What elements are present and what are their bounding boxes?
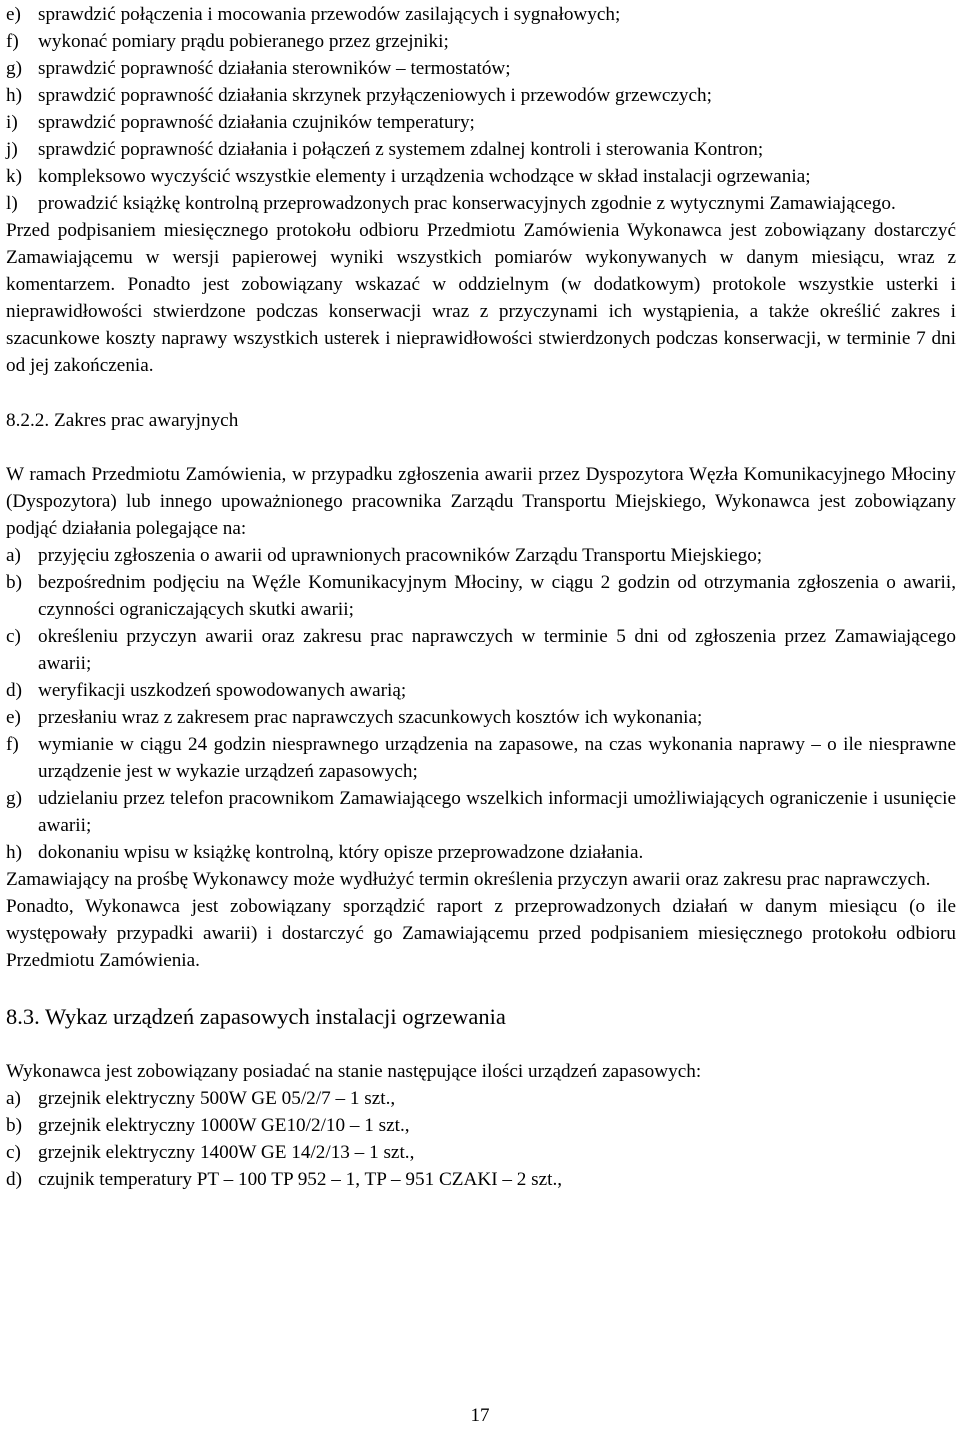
list-item-text: przyjęciu zgłoszenia o awarii od uprawnionych pracowników Zarządu Transportu Miejskiego; — [38, 545, 763, 566]
list-item — [6, 190, 956, 217]
list-item — [6, 82, 956, 109]
list-item-text: sprawdzić poprawność działania i połączeń z systemem zdalnej kontroli i sterowania Kontron; — [38, 139, 764, 160]
list-item-text: przesłaniu wraz z zakresem prac naprawczych szacunkowych kosztów ich wykonania; — [38, 707, 703, 728]
list-item-text: grzejnik elektryczny 500W GE 05/2/7 – 1 szt., — [38, 1088, 396, 1109]
list-marker: c) — [6, 1142, 21, 1163]
list-item-text: wykonać pomiary prądu pobieranego przez grzejniki; — [38, 31, 449, 52]
list-item-text: sprawdzić poprawność działania sterowników – termostatów; — [38, 58, 511, 79]
list-item-text: prowadzić książkę kontrolną przeprowadzonych prac konserwacyjnych zgodnie z wytycznymi Zamawiającego. — [38, 193, 896, 214]
list-item — [6, 704, 956, 731]
maintenance-task-list — [6, 1, 956, 217]
page-number: 17 — [470, 1405, 490, 1426]
list-marker: i) — [6, 112, 18, 133]
list-marker: f) — [6, 31, 19, 52]
list-item — [6, 569, 956, 623]
list-marker: k) — [6, 166, 22, 187]
deadline-extension-paragraph: Zamawiający na prośbę Wykonawcy może wydłużyć termin określenia przyczyn awarii oraz zakresu prac naprawczych. — [6, 869, 931, 890]
list-marker: c) — [6, 626, 21, 647]
list-item-text: weryfikacji uszkodzeń spowodowanych awarią; — [38, 680, 407, 701]
list-item — [6, 1, 956, 28]
list-item — [6, 623, 956, 677]
list-item — [6, 1166, 956, 1193]
list-item — [6, 136, 956, 163]
list-marker: a) — [6, 1088, 21, 1109]
monthly-report-paragraph: Ponadto, Wykonawca jest zobowiązany sporządzić raport z przeprowadzonych działań w danym miesiącu (o ile występowały przypadki awarii) i dostarczyć go Zamawiającemu przed podpisaniem miesięcznego protokołu odbioru Przedmiotu Zamówienia. — [6, 896, 956, 971]
list-marker: g) — [6, 788, 22, 809]
list-item-text: kompleksowo wyczyścić wszystkie elementy i urządzenia wchodzące w skład instalacji ogrzewania; — [38, 166, 811, 187]
list-item — [6, 109, 956, 136]
emergency-task-list — [6, 542, 956, 866]
list-item-text: dokonaniu wpisu w książkę kontrolną, który opisze przeprowadzone działania. — [38, 842, 644, 863]
list-marker: j) — [6, 139, 18, 160]
list-item-text: określeniu przyczyn awarii oraz zakresu prac naprawczych w terminie 5 dni od zgłoszenia przez Zamawiającego awarii; — [38, 626, 956, 674]
list-marker: g) — [6, 58, 22, 79]
list-item-text: sprawdzić poprawność działania skrzynek przyłączeniowych i przewodów grzewczych; — [38, 85, 712, 106]
list-item — [6, 1139, 956, 1166]
list-item-text: grzejnik elektryczny 1400W GE 14/2/13 – 1 szt., — [38, 1142, 415, 1163]
list-marker: d) — [6, 680, 22, 701]
emergency-intro-paragraph: W ramach Przedmiotu Zamówienia, w przypadku zgłoszenia awarii przez Dyspozytora Węzła Komunikacyjnego Młociny (Dyspozytora) lub innego upoważnionego pracownika Zarządu Transportu Miejskiego, Wykonawca jest zobowiązany podjąć działania polegające na: — [6, 464, 956, 539]
list-item — [6, 28, 956, 55]
list-item — [6, 55, 956, 82]
list-marker: d) — [6, 1169, 22, 1190]
list-item — [6, 1085, 956, 1112]
list-marker: h) — [6, 85, 22, 106]
list-marker: b) — [6, 1115, 22, 1136]
list-marker: a) — [6, 545, 21, 566]
list-item — [6, 163, 956, 190]
list-marker: l) — [6, 193, 18, 214]
section-heading-8-2-2: 8.2.2. Zakres prac awaryjnych — [6, 410, 239, 431]
list-marker: f) — [6, 734, 19, 755]
list-item-text: czujnik temperatury PT – 100 TP 952 – 1, TP – 951 CZAKI – 2 szt., — [38, 1169, 563, 1190]
spare-parts-list — [6, 1085, 956, 1193]
list-marker: h) — [6, 842, 22, 863]
list-item — [6, 1112, 956, 1139]
list-item-text: sprawdzić poprawność działania czujników temperatury; — [38, 112, 475, 133]
list-marker: b) — [6, 572, 22, 593]
list-item-text: bezpośrednim podjęciu na Węźle Komunikacyjnym Młociny, w ciągu 2 godzin od otrzymania zgłoszenia o awarii, czynności ograniczających skutki awarii; — [38, 572, 956, 620]
list-item-text: sprawdzić połączenia i mocowania przewodów zasilających i sygnałowych; — [38, 4, 621, 25]
list-marker: e) — [6, 707, 21, 728]
list-item-text: grzejnik elektryczny 1000W GE10/2/10 – 1 szt., — [38, 1115, 410, 1136]
list-item-text: wymianie w ciągu 24 godzin niesprawnego urządzenia na zapasowe, na czas wykonania naprawy – o ile niesprawne urządzenie jest w wykazie urządzeń zapasowych; — [38, 734, 956, 782]
list-item — [6, 839, 956, 866]
list-item — [6, 542, 956, 569]
list-item — [6, 785, 956, 839]
list-item — [6, 677, 956, 704]
list-item — [6, 731, 956, 785]
protocol-paragraph: Przed podpisaniem miesięcznego protokołu odbioru Przedmiotu Zamówienia Wykonawca jest zobowiązany dostarczyć Zamawiającemu w wersji papierowej wyniki wszystkich pomiarów wykonywanych w danym miesiącu, wraz z komentarzem. Ponadto jest zobowiązany wskazać w oddzielnym (w dodatkowym) protokole wszystkie usterki i nieprawidłowości stwierdzone podczas konserwacji wraz z przyczynami ich wystąpienia, a także określić zakres i szacunkowe koszty naprawy wszystkich usterek i nieprawidłowości stwierdzonych podczas konserwacji, w terminie 7 dni od jej zakończenia. — [6, 220, 956, 376]
spare-parts-intro-paragraph: Wykonawca jest zobowiązany posiadać na stanie następujące ilości urządzeń zapasowych: — [6, 1061, 702, 1082]
document-page — [6, 1, 956, 1193]
list-marker: e) — [6, 4, 21, 25]
section-heading-8-3: 8.3. Wykaz urządzeń zapasowych instalacji ogrzewania — [6, 1004, 506, 1029]
list-item-text: udzielaniu przez telefon pracownikom Zamawiającego wszelkich informacji umożliwiających ograniczenie i usunięcie awarii; — [38, 788, 956, 836]
